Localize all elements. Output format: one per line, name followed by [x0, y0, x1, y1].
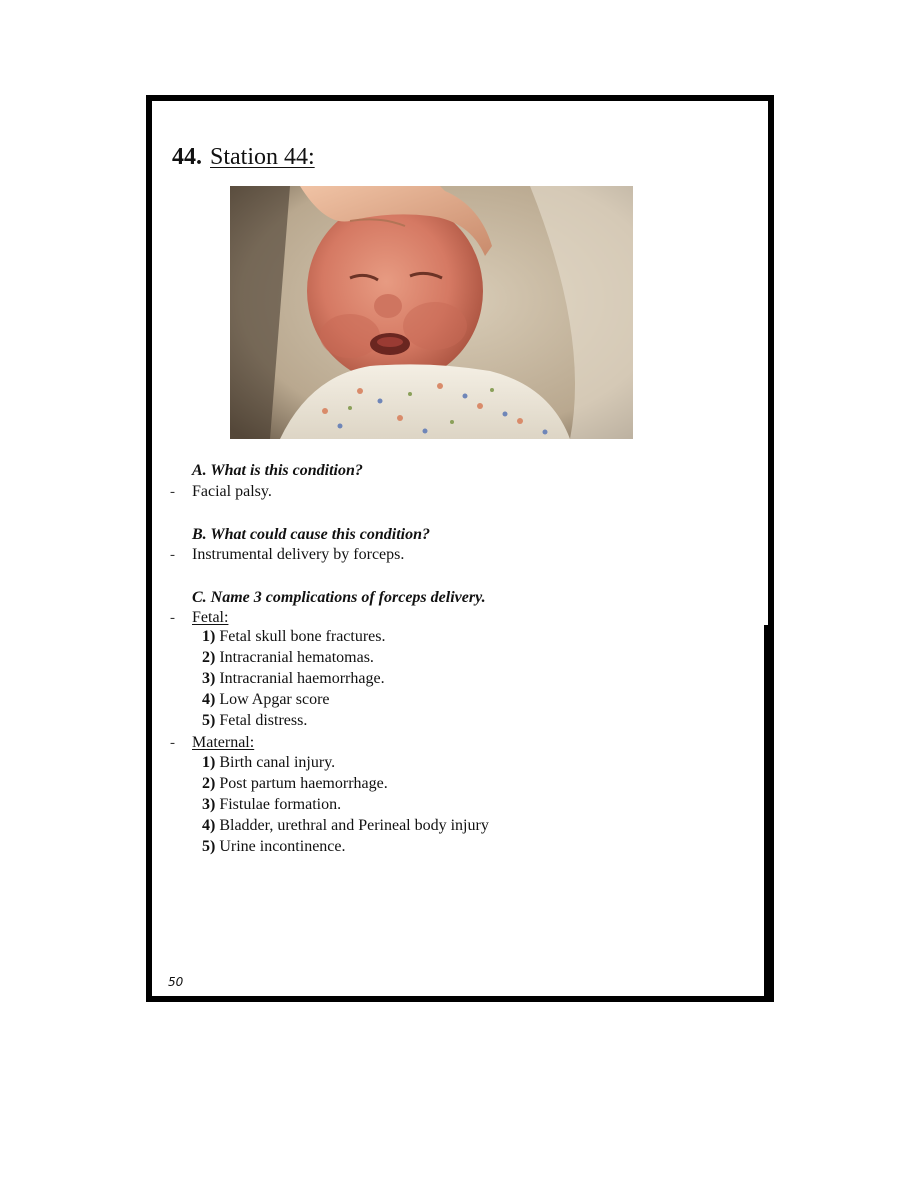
- maternal-item: [202, 753, 335, 773]
- item-text: Bladder, urethral and Perineal body injury: [219, 817, 489, 834]
- fetal-item: [202, 690, 330, 710]
- item-number: 4): [202, 817, 216, 834]
- item-text: Urine incontinence.: [219, 838, 346, 855]
- maternal-item: [202, 774, 388, 794]
- fetal-item: [202, 648, 374, 668]
- answer-a-bullet: -: [170, 484, 175, 500]
- item-number: 3): [202, 796, 216, 813]
- item-number: 1): [202, 628, 216, 645]
- station-title: Station 44:: [210, 144, 315, 170]
- item-text: Post partum haemorrhage.: [219, 775, 388, 792]
- station-heading: [172, 141, 315, 173]
- item-text: Intracranial hematomas.: [219, 649, 374, 666]
- item-number: 3): [202, 670, 216, 687]
- item-text: Fetal distress.: [219, 712, 308, 729]
- page-number: 50: [168, 975, 184, 989]
- item-text: Fetal skull bone fractures.: [219, 628, 386, 645]
- item-number: 5): [202, 712, 216, 729]
- maternal-label: Maternal:: [192, 734, 255, 751]
- question-a: A. What is this condition?: [192, 462, 363, 479]
- item-text: Fistulae formation.: [219, 796, 342, 813]
- item-number: 2): [202, 775, 216, 792]
- answer-b: Instrumental delivery by forceps.: [192, 546, 405, 563]
- maternal-item: [202, 837, 346, 857]
- fetal-item: [202, 711, 307, 731]
- maternal-item: [202, 795, 341, 815]
- question-b: B. What could cause this condition?: [192, 526, 430, 543]
- answer-a: Facial palsy.: [192, 483, 272, 500]
- item-number: 1): [202, 754, 216, 771]
- question-c: C. Name 3 complications of forceps delivery.: [192, 589, 486, 606]
- fetal-bullet: -: [170, 610, 175, 626]
- item-text: Birth canal injury.: [219, 754, 336, 771]
- answer-b-bullet: -: [170, 547, 175, 563]
- item-text: Intracranial haemorrhage.: [219, 670, 385, 687]
- fetal-item: [202, 669, 385, 689]
- item-text: Low Apgar score: [219, 691, 330, 708]
- item-number: 2): [202, 649, 216, 666]
- fetal-label: Fetal:: [192, 609, 229, 626]
- item-number: 5): [202, 838, 216, 855]
- page-border-accent: [764, 625, 774, 1002]
- item-number: 4): [202, 691, 216, 708]
- maternal-item: [202, 816, 489, 836]
- fetal-item: [202, 627, 386, 647]
- newborn-photo: [230, 186, 633, 439]
- station-number: 44.: [172, 144, 202, 170]
- maternal-bullet: -: [170, 735, 175, 751]
